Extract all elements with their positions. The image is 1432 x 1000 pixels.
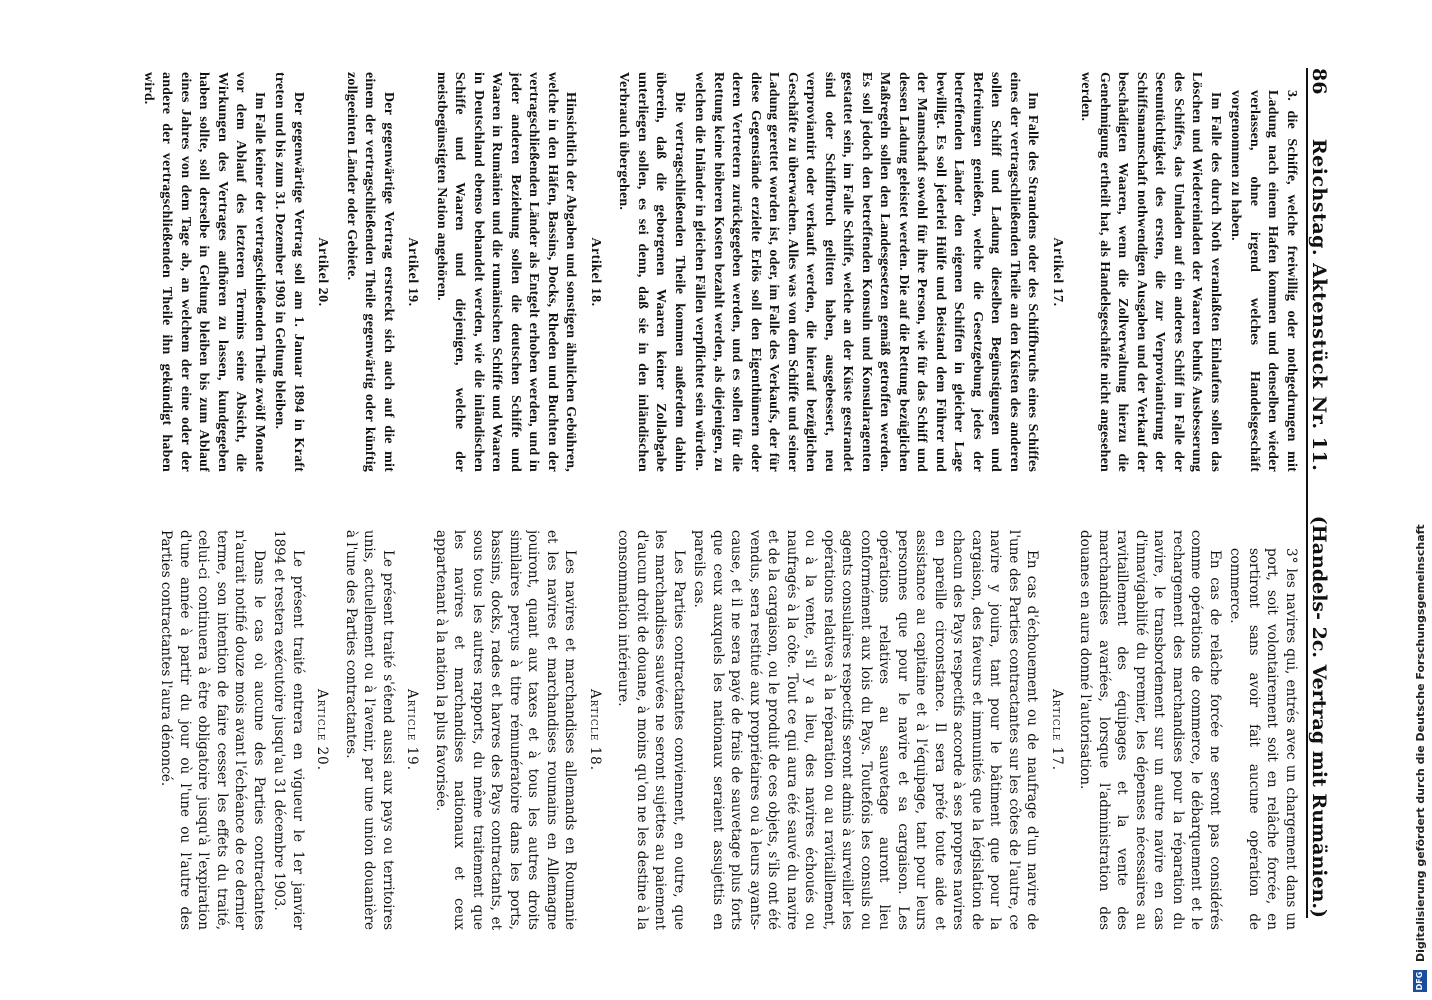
- paragraph: Der gegenwärtige Vertrag erstreckt sich auch auf die mit einem der vertragschließenden Theile gegenwärtig oder künftig zollgeeinten Länder oder Gebiete.: [344, 72, 396, 472]
- paragraph: Im Falle des durch Noth veranlaßten Einlaufens sollen das Löschen und Wiedereinladen der Waaren behufs Ausbesserung des Schiffes, das Umladen auf ein anderes Schiff im Falle der Seeuntüchtigkeit des ersten, die zur Verproviantirung der Schiffsmannschaft nothwendigen Ausgaben und der Verkauf der beschädigten Waaren, wenn die Zollverwaltung hierzu die Genehmigung ertheilt hat, als Handelsgeschäfte nicht angesehen werden.: [1078, 72, 1223, 472]
- paragraph: Le présent traité s'étend aussi aux pays ou territoires unis, actuellement ou à l'avenir, par une union douanière à l'une des Parties contractantes.: [343, 530, 396, 930]
- paragraph: Dans le cas où aucune des Parties contractantes n'aurait notifié douze mois avant l'échéance de ce dernier terme, son intention de faire cesser les effets du traité, celui-ci continuera à être obligatoire jusqu'à l'expiration d'une année à partir du jour où l'une ou l'autre des Parties contractantes l'aura dénoncé.: [158, 530, 267, 930]
- paragraph: Les navires et marchandises allemands en Roumanie et les navires et marchandises roumains en Allemagne jouiront, quant aux taxes et à tous les autres droits similaires perçus à titre rémunératoire dans les ports, bassins, docks, rades et havres des Pays contractants, et sous tous les autres rapports, du même traitement que les navires et marchandises nationaux et ceux appartenant à la nation la plus favorisée.: [433, 530, 579, 930]
- paragraph: Le présent traité entrera en vigueur le 1er janvier 1894 et restera exécutoire jusqu'au 31 décembre 1903.: [271, 530, 306, 930]
- french-column: [50, 530, 1300, 930]
- article-heading: Article 20.: [314, 688, 331, 772]
- credit-text: Digitalisierung gefördert durch die Deutsche Forschungsgemeinschaft: [1413, 524, 1427, 962]
- digitization-credit: [1408, 0, 1432, 1000]
- article-heading: Article 18.: [587, 688, 603, 772]
- paragraph: En cas de relâche forcée ne seront pas considérés comme opérations de commerce, le débarquement et le rechargement des marchandises pour la réparation du navire, le transbordement sur un autre navire en cas d'innavigabilité du premier, les dépenses nécessaires au ravitaillement des équipages et la vente des marchandises avariées, lorsque l'administration des douanes en aura donné l'autorisation.: [1077, 530, 1223, 930]
- german-column: [50, 72, 1300, 472]
- paragraph: 3° les navires qui, entrés avec un chargement dans un port, soit volontairement soit en relâche forcée, en sortiront sans avoir fait aucune opération de commerce.: [1227, 548, 1299, 930]
- article-heading: Artikel 19.: [405, 237, 421, 307]
- dfg-logo: DFG: [1413, 970, 1427, 992]
- article-heading: Artikel 18.: [588, 237, 603, 307]
- article-heading: Artikel 20.: [315, 237, 331, 307]
- paragraph: Der gegenwärtige Vertrag soll am 1. Januar 1894 in Kraft treten und bis zum 31. Dezember 1903 in Geltung bleiben.: [272, 72, 306, 472]
- paragraph: 3. die Schiffe, welche freiwillig oder nothgedrungen mit Ladung nach einem Hafen kommen und denselben wieder verlassen, ohne irgend welches Handelsgeschäft vorgenommen zu haben.: [1228, 90, 1299, 472]
- paragraph: Im Falle keiner der vertragschließenden Theile zwölf Monate vor dem Ablauf des letzteren Termins seine Absicht, die Wirkungen des Vertrages aufhören zu lassen, kundgegeben haben sollte, soll derselbe in Geltung bleiben bis zum Ablauf eines Jahres von dem Tage ab, an welchem der eine oder der andere der vertragschließenden Theile ihn gekündigt haben wird.: [141, 72, 267, 472]
- article-heading: Article 17.: [1049, 688, 1065, 772]
- paragraph: Hinsichtlich der Abgaben und sonstigen ähnlichen Gebühren, welche in den Häfen, Bassins, Docks, Rheden und Buchten der vertragschließenden Länder als Entgelt erhoben werden, und in jeder anderen Beziehung sollen die deutschen Schiffe und Waaren in Rumänien und die rumänischen Schiffe und Waaren in Deutschland ebenso behandelt werden, wie die inländischen Schiffe und Waaren und diejenigen, welche der meistbegünstigten Nation angehören.: [434, 72, 579, 472]
- article-heading: Artikel 17.: [1050, 237, 1065, 307]
- header-title: Reichstag. Aktenstück Nr. 11.: [1308, 138, 1330, 472]
- page-number: 86: [1308, 68, 1330, 95]
- page-header: [1306, 68, 1348, 918]
- article-heading: Article 19.: [404, 688, 421, 772]
- paragraph: Les Parties contractantes conviennent, en outre, que les marchandises sauvées ne seront sujettes au paiement d'aucun droit de douane, à moins qu'on ne les destine à la consommation intérieure.: [615, 530, 687, 930]
- paragraph: Die vertragschließenden Theile kommen außerdem dahin überein, daß die geborgenen Waaren keiner Zollabgabe unterliegen sollen, es sei denn, daß sie in den inländischen Verbrauch übergehen.: [616, 72, 687, 472]
- paragraph: Im Falle des Strandens oder des Schiffbruchs eines Schiffes eines der vertragschließenden Theile an den Küsten des anderen sollen Schiff und Ladung dieselben Begünstigungen und Befreiungen genießen, welche die Gesetzgebung jedes der betreffenden Länder den eigenen Schiffen in gleicher Lage bewilligt. Es soll jederlei Hülfe und Beistand dem Führer und der Mannschaft sowohl für ihre Person, wie für das Schiff und dessen Ladung geleistet werden. Die auf die Rettung bezüglichen Maßregeln sollen den Landesgesetzen gemäß getroffen werden. Es soll jedoch den betreffenden Konsuln und Konsularagenten gestattet sein, im Falle Schiffe, welche an der Küste gestrandet sind oder Schiffbruch gelitten haben, ausgebessert, neu verproviantirt oder verkauft werden, die hierauf bezüglichen Geschäfte zu überwachen. Alles was von dem Schiffe und seiner Ladung gerettet worden ist, oder, im Falle des Verkaufs, der für diese Gegenstände erzielte Erlös soll den Eigenthümern oder deren Vertretern zurückgegeben werden, und es sollen für die Rettung keine höheren Kosten bezahlt werden, als diejenigen, zu welchen die Inländer in gleichen Fällen verpflichtet sein würden.: [692, 72, 1041, 472]
- paragraph: En cas d'échouement ou de naufrage d'un navire de l'une des Parties contractantes sur les côtes de l'autre, ce navire y jouira, tant pour le bâtiment que pour la cargaison, des faveurs et immunités que la législation de chacun des Pays respectifs accorde à ses propres navires en pareille circonstance. Il sera prêté toute aide et assistance au capitaine et à l'équipage, tant pour leurs personnes que pour le navire et sa cargaison. Les opérations relatives au sauvetage auront lieu conformément aux lois du Pays. Toutefois les consuls ou agents consulaires respectifs seront admis à surveiller les opérations relatives à la réparation ou au ravitaillement, ou à la vente, s'il y a lieu, des navires échoués ou naufragés à la côte. Tout ce qui aura été sauvé du navire et de la cargaison, ou le produit de ces objets, s'ils ont été vendus, sera restitué aux propriétaires ou à leurs ayants-cause, et il ne sera payé de frais de sauvetage plus forts que ceux auxquels les nationaux seraient assujettis en pareils cas.: [691, 530, 1041, 930]
- header-subtitle: (Handels- 2c. Vertrag mit Rumänien.): [1308, 515, 1330, 918]
